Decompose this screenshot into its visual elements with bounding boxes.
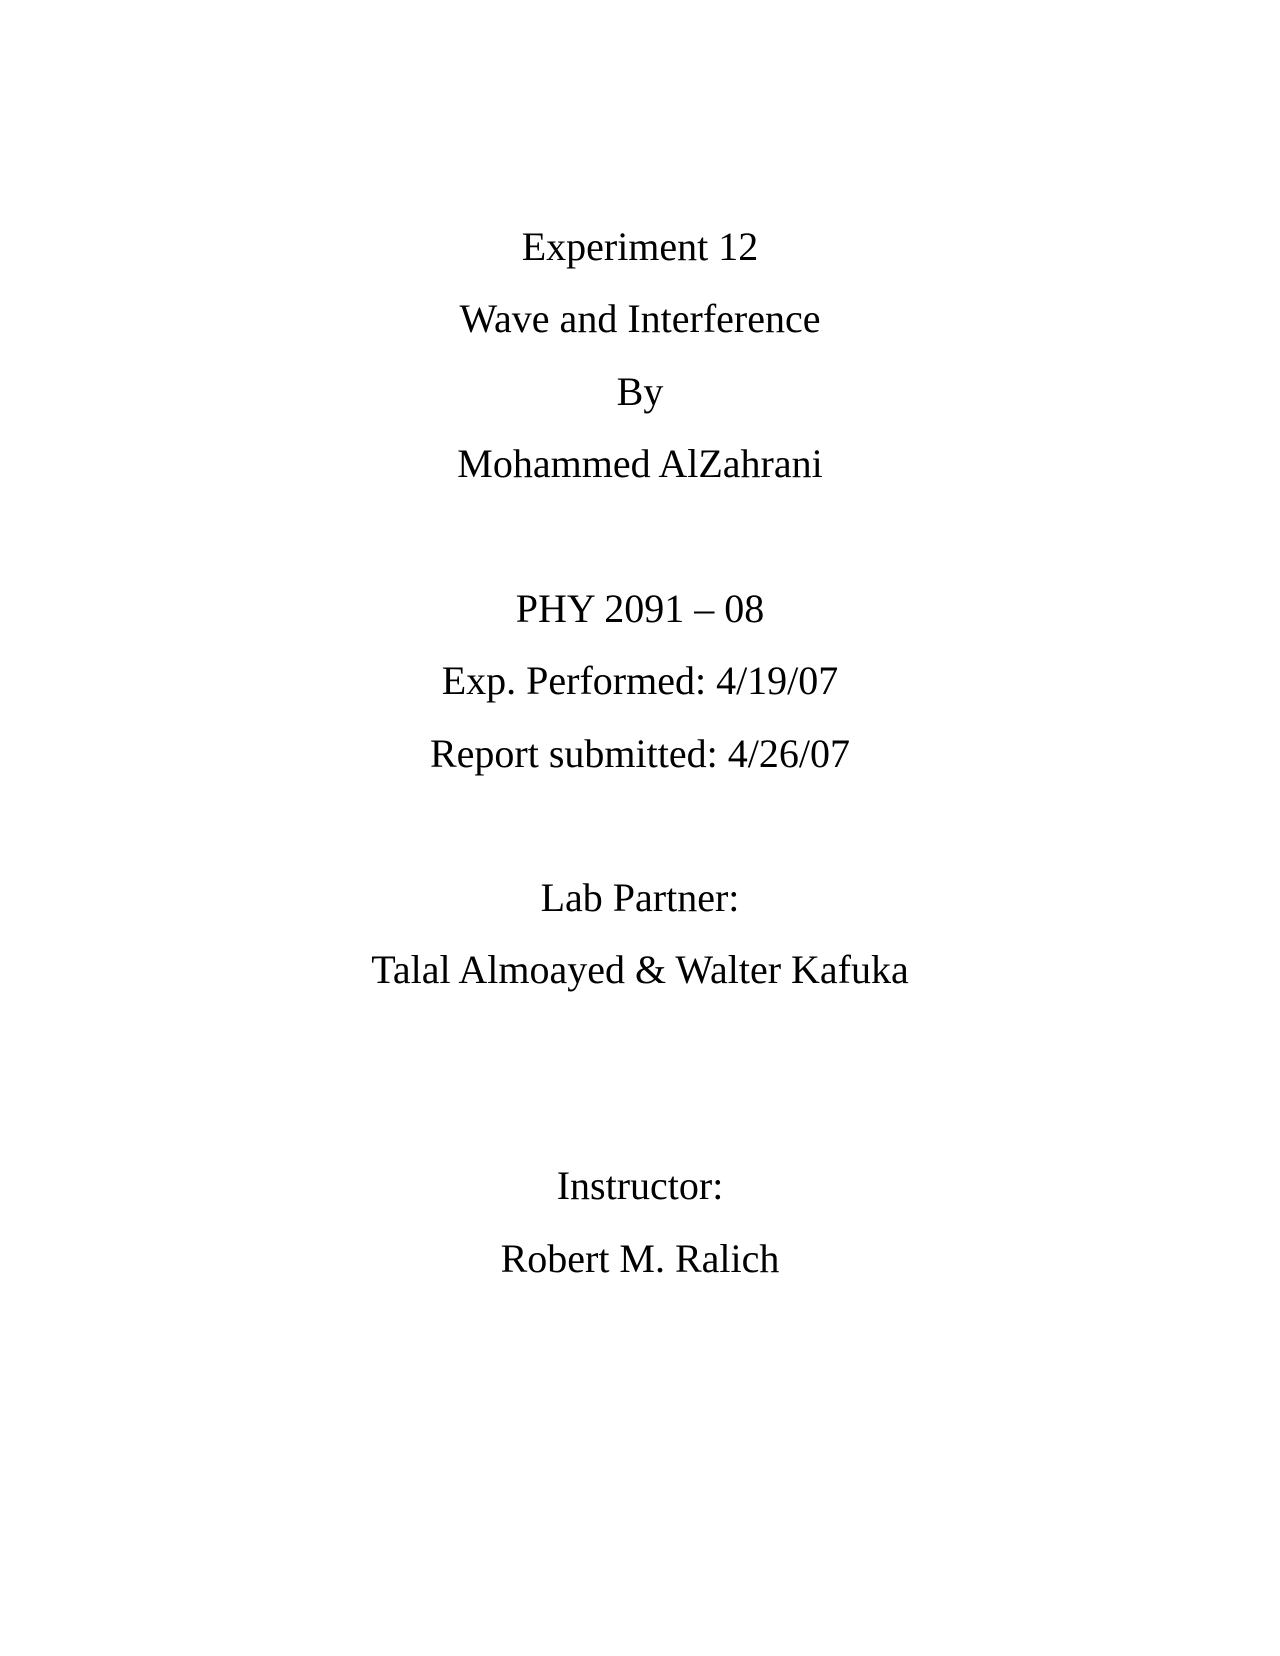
by-label: By [616,369,664,414]
date-performed: Exp. Performed: 4/19/07 [441,658,839,703]
instructor-name: Robert M. Ralich [500,1236,780,1281]
course-code: PHY 2091 – 08 [515,586,765,631]
experiment-number: Experiment 12 [521,224,759,269]
report-title: Wave and Interference [459,296,821,341]
author-name: Mohammed AlZahrani [457,441,823,486]
instructor-label: Instructor: [556,1163,724,1208]
lab-partner-names: Talal Almoayed & Walter Kafuka [371,947,909,992]
lab-partner-label: Lab Partner: [540,875,740,920]
date-submitted: Report submitted: 4/26/07 [430,731,850,776]
